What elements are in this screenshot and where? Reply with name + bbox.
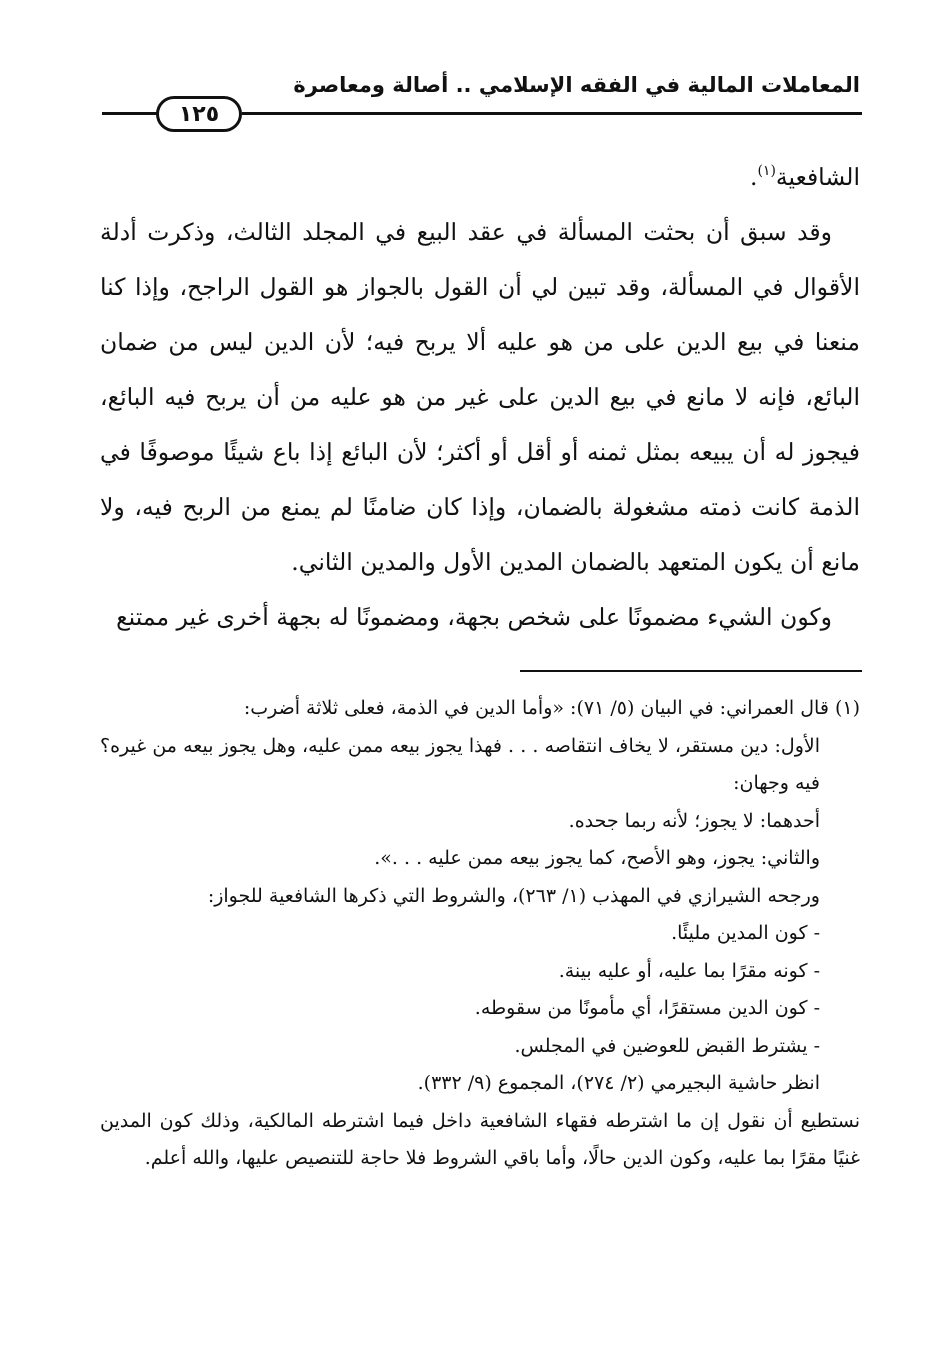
footnote-conclusion: نستطيع أن نقول إن ما اشترطه فقهاء الشافعية داخل فيما اشترطه المالكية، وذلك كون المدين غنيًا مقرًا بما عليه، وكون الدين حالًا، وأما باقي الشروط فلا حاجة للتنصيص عليها، والله أعلم.: [100, 1109, 860, 1169]
footnotes-section: [100, 690, 860, 1178]
footnote-1: (١) قال العمراني: في البيان (٥/ ٧١): «وأما الدين في الذمة، فعلى ثلاثة أضرب:: [243, 697, 860, 719]
footnote-first-type: الأول: دين مستقر، لا يخاف انتقاصه . . . فهذا يجوز بيعه ممن عليه، وهل يجوز بيعه من غيره؟ فيه وجهان:: [100, 734, 820, 794]
footnote-reference[interactable]: (١): [757, 163, 776, 179]
paragraph-0-text: الشافعية: [775, 163, 860, 191]
paragraph-0: [100, 150, 860, 205]
footnote-references: انظر حاشية البجيرمي (٢/ ٢٧٤)، المجموع (٩/ ٣٣٢).: [417, 1072, 820, 1094]
header-rule: [242, 112, 862, 115]
condition-item: - يشترط القبض للعوضين في المجلس.: [514, 1034, 820, 1057]
footnote-separator: [520, 670, 862, 672]
footnote-opinion-1: أحدهما: لا يجوز؛ لأنه ربما جحده.: [568, 809, 820, 832]
footnote-conditions-intro: ورجحه الشيرازي في المهذب (١/ ٢٦٣)، والشروط التي ذكرها الشافعية للجواز:: [207, 884, 820, 907]
condition-item: - كون الدين مستقرًا، أي مأمونًا من سقوطه.: [474, 997, 820, 1019]
header-rule-left: [102, 112, 158, 115]
paragraph-0-end: .: [749, 163, 758, 191]
page-number-badge: ١٢٥: [156, 96, 242, 132]
paragraph-2: وكون الشيء مضمونًا على شخص بجهة، ومضمونًا له بجهة أخرى غير ممتنع: [116, 603, 832, 631]
running-header-title: المعاملات المالية في الفقه الإسلامي .. أصالة ومعاصرة: [293, 73, 860, 97]
main-text: [100, 150, 860, 645]
condition-item: - كونه مقرًا بما عليه، أو عليه بينة.: [558, 959, 820, 982]
condition-item: - كون المدين مليئًا.: [671, 922, 820, 944]
footnote-opinion-2: والثاني: يجوز، وهو الأصح، كما يجوز بيعه ممن عليه . . .».: [374, 847, 820, 869]
paragraph-1: وقد سبق أن بحثت المسألة في عقد البيع في المجلد الثالث، وذكرت أدلة الأقوال في المسألة، وقد تبين لي أن القول بالجواز هو القول الراجح، وإذا كنا منعنا في بيع الدين على من هو عليه ألا يربح فيه؛ لأن الدين ليس من ضمان البائع، فإنه لا مانع في بيع الدين على غير من هو عليه من أن يربح فيه البائع، فيجوز له أن يبيعه بمثل ثمنه أو أقل أو أكثر؛ لأن البائع إذا باع شيئًا موصوفًا في الذمة كانت ذمته مشغولة بالضمان، وإذا كان ضامنًا لم يمنع من الربح فيه، ولا مانع أن يكون المتعهد بالضمان المدين الأول والمدين الثاني.: [100, 218, 860, 576]
